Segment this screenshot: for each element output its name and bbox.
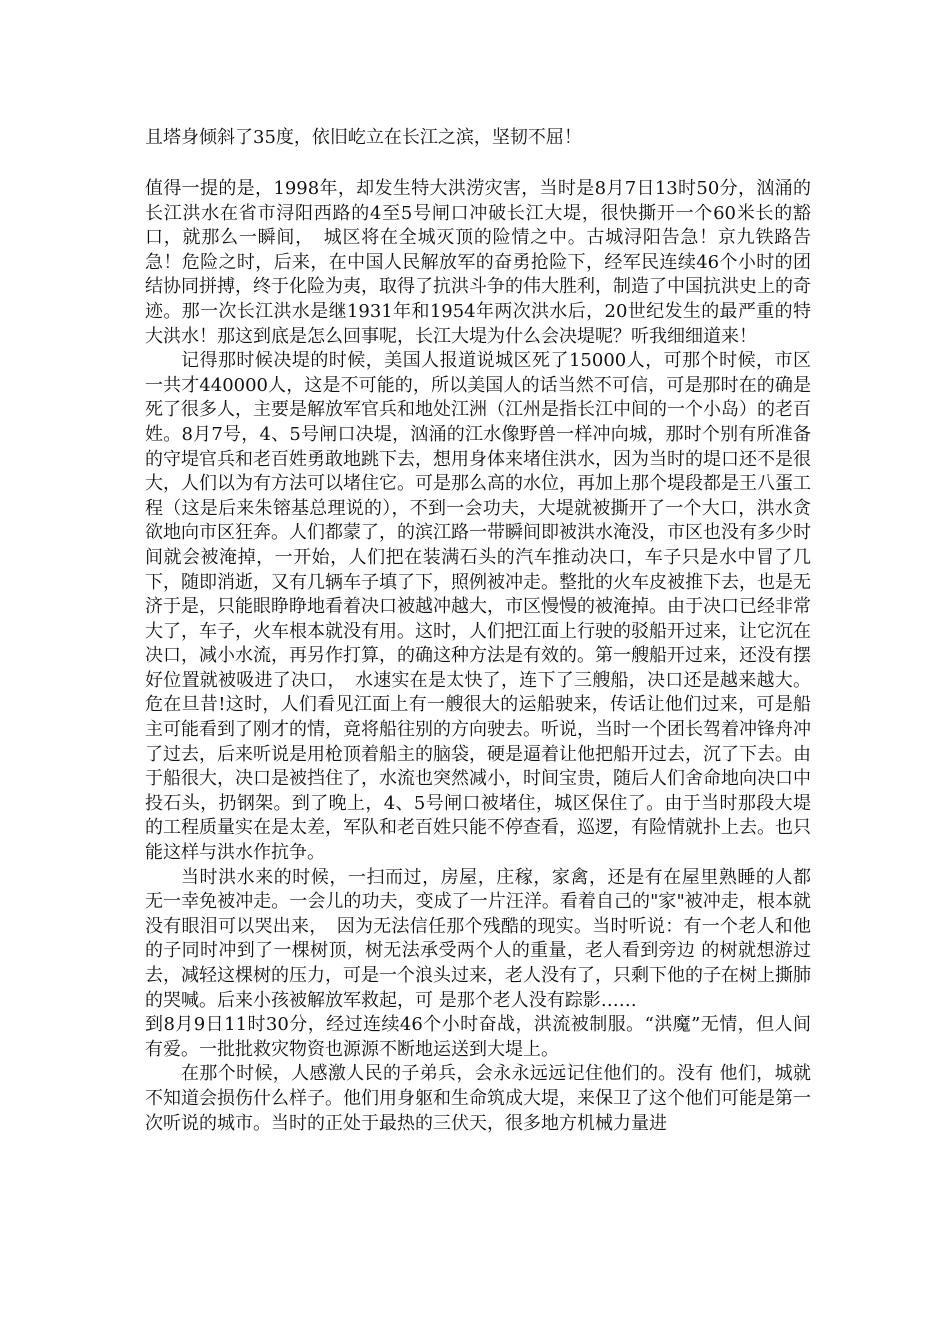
paragraph-flood-victims: 当时洪水来的时候，一扫而过，房屋，庄稼，家禽，还是有在屋里熟睡的人都 无一幸免被冲走。一会儿的功夫，变成了一片汪洋。看着自己的"家"被冲走，根本就没有眼泪可以哭出来， 因为无法信任那个残酷的现实。当时听说：有一个老人和他的子同时冲到了一棵树顶，树无法承受两个人的重量，老人看到旁边 的树就想游过去，减轻这棵树的压力，可是一个浪头过来，老人没有了，只剩下他的子在树上撕肺的哭喊。后来小孩被解放军救起，可 是那个老人没有踪影……	[145, 866, 811, 1011]
text-block-main	[145, 177, 811, 1136]
paragraph-levee-breach: 记得那时候决堤的时候，美国人报道说城区死了15000人，可那个时候，市区一共才440000人，这是不可能的，所以美国人的话当然不可信，可是那时在的确是死了很多人，主要是解放军官兵和地处江洲（江州是指长江中间的一个小岛）的老百姓。8月7号，4、5号闸口决堤，汹涌的江水像野兽一样冲向城，那时个别有所准备的守堤官兵和老百姓勇敢地跳下去，想用身体来堵住洪水，因为当时的堤口还不是很大，人们以为有方法可以堵住它。可是那么高的水位，再加上那个堤段都是王八蛋工程（这是后来朱镕基总理说的），不到一会功夫，大堤就被撕开了一个大口，洪水贪欲地向市区狂奔。人们都蒙了，的滨江路一带瞬间即被洪水淹没，市区也没有多少时间就会被淹掉，一开始，人们把在装满石头的汽车推动决口，车子只是水中冒了几下，随即消逝，又有几辆车子填了下，照例被冲走。整批的火车皮被推下去，也是无济于是，只能眼睁睁地看着决口被越冲越大，市区慢慢的被淹掉。由于决口已经非常大了，车子，火车根本就没有用。这时，人们把江面上行驶的驳船开过来，让它沉在决口，减小水流，再另作打算，的确这种方法是有效的。第一艘船开过来，还没有摆好位置就被吸进了决口， 水速实在是太快了，连下了三艘船，决口还是越来越大。危在旦昔!这时，人们看见江面上有一艘很大的运船驶来，传话让他们过来，可是船主可能看到了刚才的情，竟将船往别的方向驶去。听说，当时一个团长驾着冲锋舟冲了过去，后来听说是用枪顶着船主的脑袋，硬是逼着让他把船开过去，沉了下去。由于船很大，决口是被挡住了，水流也突然减小，时间宝贵，随后人们舍命地向决口中投石头，扔钢架。到了晚上，4、5号闸口被堵住，城区保住了。由于当时那段大堤的工程质量实在是太差，军队和老百姓只能不停查看，巡逻，有险情就扑上去。也只能这样与洪水作抗争。	[145, 350, 811, 864]
paragraph-flood-subdued: 到8月9日11时30分，经过连续46个小时奋战，洪流被制服。“洪魔”无情，但人间有爱。一批批救灾物资也源源不断地运送到大堤上。	[145, 1014, 811, 1060]
paragraph-flood-overview: 值得一提的是，1998年，却发生特大洪涝灾害，当时是8月7日13时50分，汹涌的长江洪水在省市浔阳西路的4至5号闸口冲破长江大堤，很快撕开一个60米长的豁口，就那么一瞬间， 城区将在全城灭顶的险情之中。古城浔阳告急！京九铁路告急！危险之时，后来，在中国人民解放军的奋勇抢险下，经军民连续46个小时的团结协同拼搏，终于化险为夷，取得了抗洪斗争的伟大胜利，制造了中国抗洪史上的奇迹。那一次长江洪水是继1931年和1954年两次洪水后，20世纪发生的最严重的特大洪水！那这到底是怎么回事呢，长江大堤为什么会决堤呢？听我细细道来！	[145, 178, 811, 347]
paragraph-leaning-tower: 且塔身倾斜了35度，依旧屹立在长江之滨，坚韧不屈！	[145, 127, 582, 148]
paragraph-gratitude-soldiers: 在那个时候，人感激人民的子弟兵，会永永远远记住他们的。没有 他们，城就不知道会损伤什么样子。他们用身躯和生命筑成大堤，来保卫了这个他们可能是第一次听说的城市。当时的正处于最热的三伏天，很多地方机械力量进	[145, 1063, 811, 1134]
text-block-top	[145, 126, 811, 151]
